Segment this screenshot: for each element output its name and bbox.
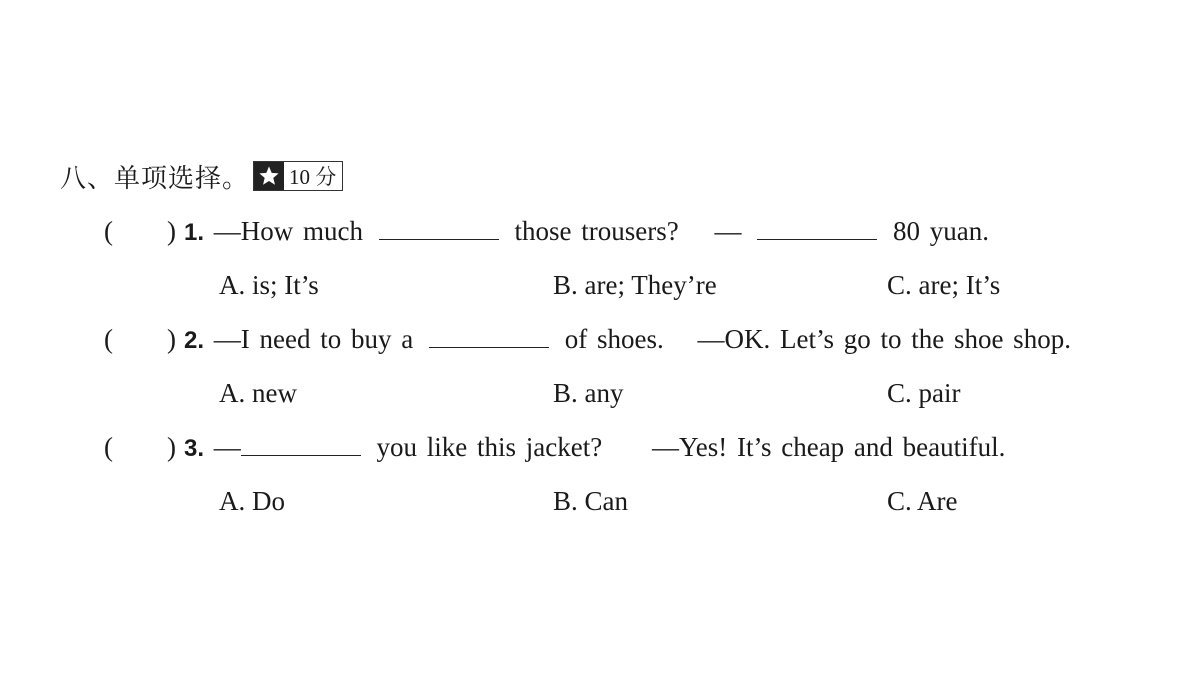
section-heading: 八、单项选择。 [60, 163, 250, 194]
question-1: ( ) 1. —How much those trousers? — 80 yuan. [0, 214, 1200, 248]
option-a[interactable]: A. Do [219, 486, 285, 516]
option-a[interactable]: A. is; It’s [219, 270, 319, 300]
question-number: 1. [184, 219, 205, 246]
option-b[interactable]: B. are; They’re [553, 270, 717, 300]
option-b[interactable]: B. Can [553, 486, 629, 516]
question-2: ( ) 2. —I need to buy a of shoes. —OK. Let’s go to the shoe shop. [0, 322, 1200, 356]
question-3: ( ) 3. — you like this jacket? —Yes! It’s cheap and beautiful. [0, 430, 1200, 464]
answer-blank [429, 325, 549, 348]
score-points: 10 分 [289, 165, 337, 189]
score-badge [253, 161, 343, 191]
option-b[interactable]: B. any [553, 378, 624, 408]
question-stem: 2. —I need to buy a of shoes. —OK. Let’s go to the shoe shop. [184, 324, 1071, 354]
question-stem: 1. —How much those trousers? — 80 yuan. [184, 216, 989, 246]
answer-blank [757, 217, 877, 240]
question-number: 3. [184, 435, 205, 462]
options-2 [0, 376, 1200, 410]
question-number: 2. [184, 327, 205, 354]
answer-blank [241, 433, 361, 456]
star-icon [254, 162, 284, 190]
options-3 [0, 484, 1200, 518]
option-c[interactable]: C. are; It’s [887, 270, 1001, 300]
section-title [60, 156, 343, 196]
options-1 [0, 268, 1200, 302]
option-a[interactable]: A. new [219, 378, 297, 408]
answer-blank [379, 217, 499, 240]
option-c[interactable]: C. Are [887, 486, 958, 516]
option-c[interactable]: C. pair [887, 378, 961, 408]
question-stem: 3. — you like this jacket? —Yes! It’s cheap and beautiful. [184, 432, 1006, 462]
